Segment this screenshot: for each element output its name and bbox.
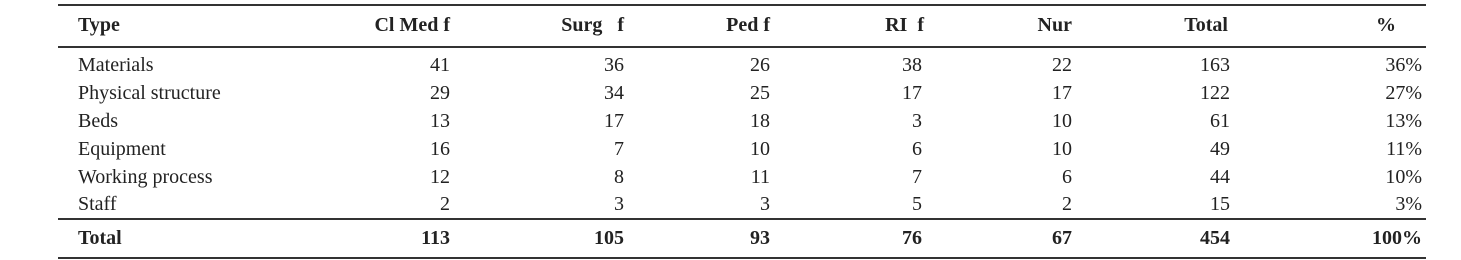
header-surg: Surg f xyxy=(561,14,624,36)
header-ped: Ped f xyxy=(726,14,770,36)
cell-percent: 11% xyxy=(1386,138,1422,160)
total-ped: 93 xyxy=(750,227,770,249)
cell-cl-med: 16 xyxy=(430,138,450,160)
cell-ri: 5 xyxy=(912,193,922,215)
cell-surg: 34 xyxy=(604,82,624,104)
table-top-rule xyxy=(58,4,1426,6)
cell-nur: 2 xyxy=(1062,193,1072,215)
header-cl-med: Cl Med f xyxy=(374,14,450,36)
total-rule xyxy=(58,218,1426,220)
cell-surg: 7 xyxy=(614,138,624,160)
table-row xyxy=(0,51,1461,79)
cell-cl-med: 12 xyxy=(430,166,450,188)
header-percent: % xyxy=(1376,14,1396,36)
cell-total: 15 xyxy=(1210,193,1230,215)
cell-ped: 3 xyxy=(760,193,770,215)
cell-percent: 27% xyxy=(1385,82,1422,104)
cell-total: 61 xyxy=(1210,110,1230,132)
cell-percent: 36% xyxy=(1385,54,1422,76)
cell-cl-med: 2 xyxy=(440,193,450,215)
cell-ri: 7 xyxy=(912,166,922,188)
cell-surg: 17 xyxy=(604,110,624,132)
row-type: Equipment xyxy=(78,138,166,160)
cell-ped: 10 xyxy=(750,138,770,160)
header-total: Total xyxy=(1184,14,1228,36)
header-ri: RI f xyxy=(885,14,924,36)
cell-nur: 10 xyxy=(1052,138,1072,160)
cell-ped: 26 xyxy=(750,54,770,76)
cell-total: 49 xyxy=(1210,138,1230,160)
cell-ri: 17 xyxy=(902,82,922,104)
header-type: Type xyxy=(78,14,120,36)
total-label: Total xyxy=(78,227,122,249)
cell-nur: 17 xyxy=(1052,82,1072,104)
cell-total: 122 xyxy=(1200,82,1230,104)
total-total: 454 xyxy=(1200,227,1230,249)
header-nur: Nur xyxy=(1037,14,1072,36)
cell-percent: 10% xyxy=(1385,166,1422,188)
table-row xyxy=(0,135,1461,163)
total-cl-med: 113 xyxy=(421,227,450,249)
cell-ri: 6 xyxy=(912,138,922,160)
table-header-row xyxy=(0,11,1461,39)
cell-surg: 3 xyxy=(614,193,624,215)
cell-percent: 13% xyxy=(1385,110,1422,132)
cell-surg: 8 xyxy=(614,166,624,188)
table-total-row xyxy=(0,224,1461,252)
table-row xyxy=(0,190,1461,218)
cell-percent: 3% xyxy=(1395,193,1422,215)
table-row xyxy=(0,107,1461,135)
table-bottom-rule xyxy=(58,257,1426,259)
row-type: Physical structure xyxy=(78,82,221,104)
row-type: Beds xyxy=(78,110,118,132)
cell-surg: 36 xyxy=(604,54,624,76)
table-row xyxy=(0,79,1461,107)
cell-nur: 6 xyxy=(1062,166,1072,188)
cell-total: 44 xyxy=(1210,166,1230,188)
row-type: Staff xyxy=(78,193,117,215)
cell-nur: 22 xyxy=(1052,54,1072,76)
cell-ped: 11 xyxy=(750,166,770,188)
total-ri: 76 xyxy=(902,227,922,249)
cell-cl-med: 13 xyxy=(430,110,450,132)
row-type: Materials xyxy=(78,54,154,76)
total-nur: 67 xyxy=(1052,227,1072,249)
cell-cl-med: 41 xyxy=(430,54,450,76)
total-percent: 100% xyxy=(1372,227,1422,249)
cell-cl-med: 29 xyxy=(430,82,450,104)
row-type: Working process xyxy=(78,166,213,188)
cell-ped: 18 xyxy=(750,110,770,132)
cell-ped: 25 xyxy=(750,82,770,104)
cell-ri: 3 xyxy=(912,110,922,132)
total-surg: 105 xyxy=(594,227,624,249)
cell-ri: 38 xyxy=(902,54,922,76)
cell-total: 163 xyxy=(1200,54,1230,76)
header-rule xyxy=(58,46,1426,48)
table-row xyxy=(0,163,1461,191)
cell-nur: 10 xyxy=(1052,110,1072,132)
